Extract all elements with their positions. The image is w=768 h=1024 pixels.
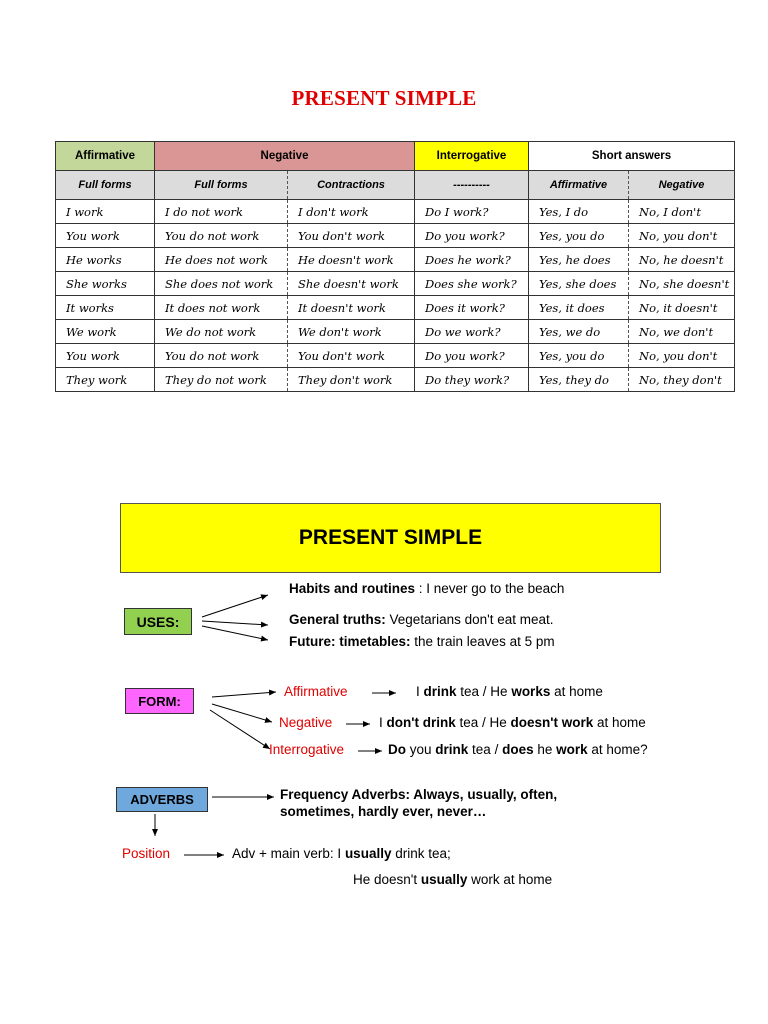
cell-negative-contraction: She doesn't work [288,272,415,296]
cell-short-negative: No, you don't [629,224,735,248]
cell-short-affirmative: Yes, it does [529,296,629,320]
header-negative: Negative [155,142,415,171]
cell-negative-contraction: He doesn't work [288,248,415,272]
cell-interrogative: Do you work? [415,224,529,248]
cell-negative-full: She does not work [155,272,288,296]
use-truths [289,612,553,627]
page-title: PRESENT SIMPLE [291,86,477,110]
int-text-1: you [406,742,436,757]
cell-short-affirmative: Yes, we do [529,320,629,344]
position-rule [232,846,451,861]
cell-negative-contraction: They don't work [288,368,415,392]
cell-short-affirmative: Yes, she does [529,272,629,296]
subheader-full-forms: Full forms [56,171,155,200]
int-text-2: tea / [468,742,503,757]
form-negative-label: Negative [279,715,333,730]
cell-negative-full: We do not work [155,320,288,344]
form-affirmative-label: Affirmative [284,684,348,699]
cell-negative-contraction: You don't work [288,224,415,248]
cell-short-negative: No, they don't [629,368,735,392]
use-truths-text: Vegetarians don't eat meat. [385,612,554,627]
form-negative-example [379,715,646,730]
int-bold-4: work [556,742,588,757]
use-truths-title: General truths: [289,612,386,627]
use-habits-title: Habits and routines [289,581,416,596]
int-text-4: at home? [587,742,648,757]
cell-short-affirmative: Yes, you do [529,344,629,368]
subheader-sa-affirmative: Affirmative [529,171,629,200]
pos1-text-2: drink tea; [391,846,451,861]
neg-text-1: I [379,715,387,730]
cell-negative-full: It does not work [155,296,288,320]
cell-short-negative: No, it doesn't [629,296,735,320]
cell-negative-contraction: We don't work [288,320,415,344]
cell-negative-full: He does not work [155,248,288,272]
pos2-text-1: He doesn't [353,872,421,887]
cell-short-affirmative: Yes, they do [529,368,629,392]
cell-affirmative: You work [56,224,155,248]
frequency-adverbs-line1: Frequency Adverbs: Always, usually, often, [280,787,558,802]
form-affirmative-example [416,684,603,699]
use-future [289,634,555,649]
cell-negative-contraction: You don't work [288,344,415,368]
present-simple-banner: PRESENT SIMPLE [120,503,661,573]
cell-interrogative: Do we work? [415,320,529,344]
uses-arrow-habits [202,595,268,617]
header-affirmative: Affirmative [56,142,155,171]
use-future-text: the train leaves at 5 pm [410,634,555,649]
subheader-contractions: Contractions [288,171,415,200]
pos2-bold: usually [420,872,468,887]
cell-negative-full: They do not work [155,368,288,392]
uses-arrow-future [202,626,268,640]
subheader-dashes: ---------- [415,171,529,200]
cell-short-negative: No, I don't [629,200,735,224]
use-habits [289,581,564,596]
cell-interrogative: Does she work? [415,272,529,296]
form-interrogative-label: Interrogative [269,742,345,757]
cell-interrogative: Do I work? [415,200,529,224]
cell-negative-contraction: I don't work [288,200,415,224]
cell-affirmative: It works [56,296,155,320]
use-habits-text: : I never go to the beach [415,581,565,596]
cell-affirmative: They work [56,368,155,392]
form-arrow-negative [212,704,272,722]
int-bold-3: does [502,742,534,757]
cell-affirmative: We work [56,320,155,344]
position-example [353,872,552,887]
neg-bold-2: doesn't work [510,715,594,730]
pos1-text-1: Adv + main verb: I [232,846,345,861]
aff-bold-2: works [511,684,551,699]
int-bold-2: drink [435,742,469,757]
cell-interrogative: Do you work? [415,344,529,368]
position-label: Position [122,846,171,861]
form-label: FORM: [125,688,194,714]
cell-negative-full: You do not work [155,344,288,368]
adverbs-label: ADVERBS [116,787,208,812]
cell-affirmative: You work [56,344,155,368]
neg-text-3: at home [593,715,646,730]
pos1-bold: usually [344,846,392,861]
cell-negative-contraction: It doesn't work [288,296,415,320]
form-interrogative-example [388,742,648,757]
frequency-adverbs-line2: sometimes, hardly ever, never… [280,804,487,819]
cell-affirmative: I work [56,200,155,224]
uses-label: USES: [124,608,192,635]
cell-interrogative: Does it work? [415,296,529,320]
int-text-3: he [533,742,557,757]
cell-short-negative: No, you don't [629,344,735,368]
cell-short-affirmative: Yes, he does [529,248,629,272]
neg-text-2: tea / He [455,715,511,730]
header-short-answers: Short answers [529,142,735,171]
neg-bold-1: don't drink [386,715,456,730]
cell-negative-full: You do not work [155,224,288,248]
cell-affirmative: He works [56,248,155,272]
cell-interrogative: Does he work? [415,248,529,272]
cell-interrogative: Do they work? [415,368,529,392]
aff-text-2: tea / He [456,684,512,699]
aff-bold-1: drink [423,684,457,699]
aff-text-3: at home [550,684,603,699]
cell-short-affirmative: Yes, I do [529,200,629,224]
cell-negative-full: I do not work [155,200,288,224]
header-interrogative: Interrogative [415,142,529,171]
cell-affirmative: She works [56,272,155,296]
int-bold-1: Do [388,742,406,757]
pos2-text-2: work at home [467,872,553,887]
cell-short-negative: No, he doesn't [629,248,735,272]
cell-short-affirmative: Yes, you do [529,224,629,248]
use-future-title: Future: timetables: [289,634,411,649]
subheader-sa-negative: Negative [629,171,735,200]
subheader-full-forms: Full forms [155,171,288,200]
form-arrow-affirmative [212,692,276,697]
uses-arrow-truths [202,621,268,625]
form-arrow-interrogative [210,710,270,749]
cell-short-negative: No, we don't [629,320,735,344]
aff-text-1: I [416,684,424,699]
cell-short-negative: No, she doesn't [629,272,735,296]
